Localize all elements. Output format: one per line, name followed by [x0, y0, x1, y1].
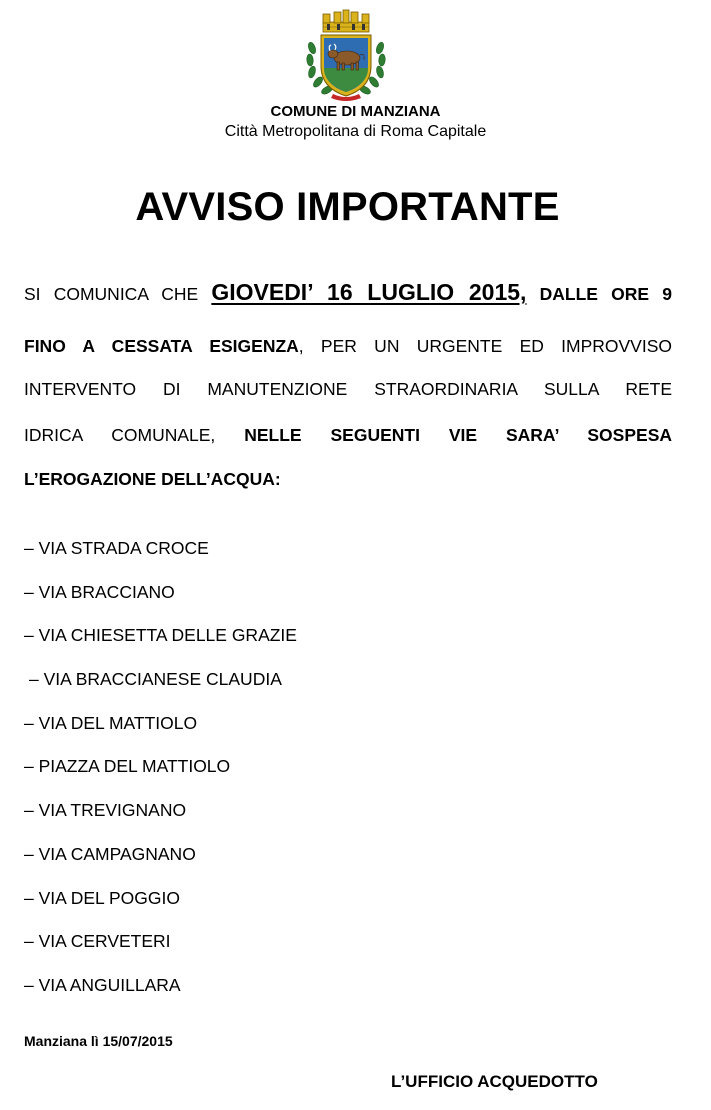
notice-date: GIOVEDI’ 16 LUGLIO 2015,	[211, 279, 527, 305]
notice-line-5	[24, 467, 672, 491]
street-item: – VIA STRADA CROCE	[24, 538, 209, 558]
notice-reason-text: , PER UN URGENTE ED IMPROVVISO	[298, 336, 673, 356]
notice-line-1	[24, 280, 672, 304]
municipal-crest-icon	[303, 8, 389, 104]
municipality-name: COMUNE DI MANZIANA	[270, 103, 441, 120]
street-item: – VIA CAMPAGNANO	[24, 843, 196, 864]
notice-intro-text: SI COMUNICA CHE	[24, 284, 199, 304]
street-item: – VIA BRACCIANO	[24, 581, 175, 602]
signature-office: L’UFFICIO ACQUEDOTTO	[391, 1072, 598, 1091]
place-and-date: Manziana lì 15/07/2015	[24, 1033, 173, 1049]
notice-network-text: IDRICA COMUNALE,	[24, 425, 216, 445]
notice-suspension-text: NELLE SEGUENTI VIE SARA’ SOSPESA	[244, 425, 672, 445]
street-item: – VIA DEL POGGIO	[24, 887, 180, 908]
street-list	[24, 536, 297, 1017]
notice-line-4	[24, 423, 672, 447]
notice-line-2	[24, 334, 672, 358]
street-item: – VIA ANGUILLARA	[24, 974, 181, 995]
notice-start-time: DALLE ORE 9	[539, 284, 672, 304]
notice-water-supply-text: L’EROGAZIONE DELL’ACQUA:	[24, 469, 281, 489]
street-item: – PIAZZA DEL MATTIOLO	[24, 756, 231, 777]
street-item: – VIA BRACCIANESE CLAUDIA	[29, 669, 282, 690]
municipality-subtitle: Città Metropolitana di Roma Capitale	[224, 123, 487, 140]
notice-line-3: INTERVENTO DI MANUTENZIONE STRAORDINARIA SULLA RETE	[24, 379, 672, 399]
street-item: – VIA DEL MATTIOLO	[24, 712, 198, 733]
notice-duration: FINO A CESSATA ESIGENZA	[24, 336, 299, 356]
street-item: – VIA CHIESETTA DELLE GRAZIE	[24, 625, 297, 646]
street-item: – VIA CERVETERI	[24, 931, 171, 952]
notice-title: AVVISO IMPORTANTE	[135, 185, 560, 229]
street-item: – VIA TREVIGNANO	[24, 800, 187, 821]
